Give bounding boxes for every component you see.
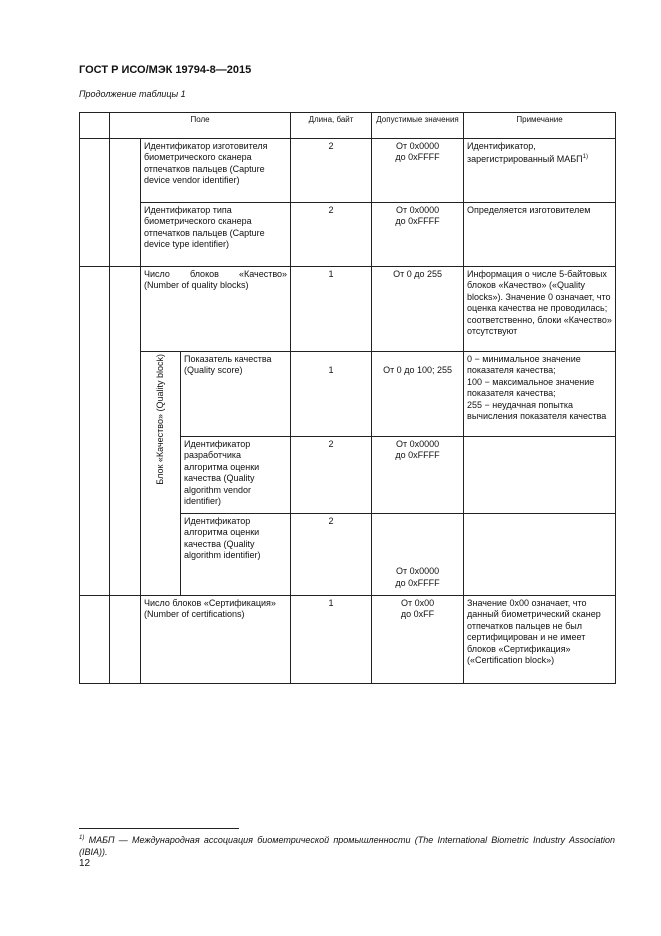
field-cell: Идентификатор разработчика алгоритма оценки качества (Quality algorithm vendor identifier) — [181, 437, 291, 514]
group-cell — [80, 596, 110, 684]
table-header-row — [80, 113, 616, 139]
note-cell — [464, 352, 616, 437]
allowed-from: От 0x0000 — [395, 566, 440, 577]
allowed-values-cell: От 0 до 100; 255 — [372, 352, 464, 437]
allowed-values-cell — [372, 437, 464, 514]
length-cell: 2 — [291, 437, 372, 514]
allowed-values-cell — [372, 203, 464, 267]
group-cell — [110, 596, 141, 684]
group-cell — [80, 267, 110, 596]
allowed-to: до 0xFFFF — [395, 577, 440, 588]
document-title: ГОСТ Р ИСО/МЭК 19794-8—2015 — [79, 64, 252, 76]
specification-table — [79, 112, 616, 684]
allowed-from: От 0x0000 — [395, 141, 440, 151]
note-cell: Информация о числе 5-байтовых блоков «Качество» («Quality blocks»). Значение 0 означает, что оценка качества не проводилась; соответственно, блоки «Качество» отсутствуют — [464, 267, 616, 352]
table-row-certification-count — [80, 596, 616, 684]
footnote-ref: 1) — [582, 154, 588, 161]
allowed-to: до 0xFFFF — [395, 216, 440, 227]
length-cell: 1 — [291, 267, 372, 352]
note-cell — [464, 514, 616, 596]
allowed-to: до 0xFF — [400, 609, 435, 620]
header-allowed-values: Допустимые значения — [372, 113, 464, 139]
note-text: Идентификатор, зарегистрированный МАБП — [467, 141, 583, 165]
group-cell — [80, 139, 110, 267]
allowed-from: От 0x00 — [400, 598, 435, 608]
note-line: 0 − минимальное значение показателя качества; — [467, 354, 581, 376]
page-number: 12 — [79, 858, 91, 869]
note-line: 255 − неудачная попытка вычисления показателя качества — [467, 399, 607, 422]
quality-block-label-wrap — [144, 354, 177, 485]
field-cell: Число блоков «Качество» (Number of quality blocks) — [141, 267, 291, 352]
allowed-values-cell — [372, 139, 464, 203]
field-cell: Число блоков «Сертификация» (Number of certifications) — [141, 596, 291, 684]
header-empty-cell — [80, 113, 110, 139]
length-cell: 2 — [291, 514, 372, 596]
note-cell — [464, 437, 616, 514]
footnote — [79, 833, 615, 858]
footnote-marker: 1) — [79, 835, 85, 841]
header-field: Поле — [110, 113, 291, 139]
allowed-from: От 0x0000 — [395, 205, 440, 215]
footnote-divider — [79, 828, 239, 829]
quality-block-label-cell — [141, 352, 181, 596]
length-cell: 1 — [291, 596, 372, 684]
field-cell: Идентификатор типа биометрического сканера отпечатков пальцев (Capture device type identifier) — [141, 203, 291, 267]
table-continuation-caption: Продолжение таблицы 1 — [79, 89, 186, 99]
field-cell: Идентификатор изготовителя биометрического сканера отпечатков пальцев (Capture device vendor identifier) — [141, 139, 291, 203]
note-cell: Значение 0x00 означает, что данный биометрический сканер отпечатков пальцев не был сертифицирован и не имеет блоков «Сертификация» («Certification block») — [464, 596, 616, 684]
header-note: Примечание — [464, 113, 616, 139]
length-cell: 1 — [291, 352, 372, 437]
allowed-to: до 0xFFFF — [395, 152, 440, 163]
allowed-from: От 0x0000 — [395, 439, 440, 449]
length-cell: 2 — [291, 139, 372, 203]
table-row-vendor-id — [80, 139, 616, 203]
group-cell — [110, 267, 141, 596]
quality-block-label: Блок «Качество» (Quality block) — [155, 354, 165, 485]
allowed-values-cell: От 0 до 255 — [372, 267, 464, 352]
table-row-quality-count — [80, 267, 616, 352]
table-row-device-type — [80, 203, 616, 267]
allowed-values-cell — [372, 596, 464, 684]
length-cell: 2 — [291, 203, 372, 267]
field-cell: Идентификатор алгоритма оценки качества (Quality algorithm identifier) — [181, 514, 291, 596]
table-row-quality-score — [80, 352, 616, 437]
note-line: 100 − максимальное значение показателя качества; — [467, 376, 595, 399]
field-cell: Показатель качества (Quality score) — [181, 352, 291, 437]
group-cell — [110, 139, 141, 267]
note-cell: Определяется изготовителем — [464, 203, 616, 267]
allowed-values-cell — [372, 514, 464, 596]
note-cell — [464, 139, 616, 203]
footnote-text: МАБП — Международная ассоциация биометрической промышленности (The International Biometric Industry Association (IBIA)). — [79, 835, 615, 857]
header-length: Длина, байт — [291, 113, 372, 139]
allowed-to: до 0xFFFF — [395, 450, 440, 461]
